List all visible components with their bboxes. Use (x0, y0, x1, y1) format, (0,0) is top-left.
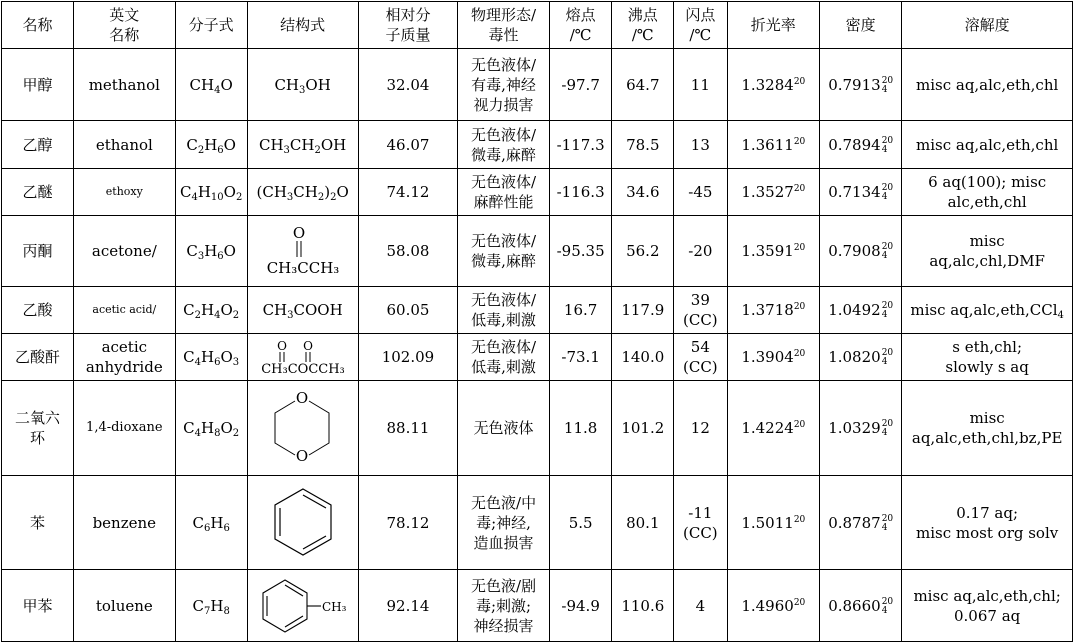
acetone-structure (257, 223, 349, 279)
ring-oxygen-label: O (295, 447, 308, 465)
boiling-point-cell: 56.2 (612, 216, 674, 287)
solubility-cell: s eth,chl; slowly s aq (902, 334, 1073, 381)
name-cell: 乙醇 (2, 121, 74, 169)
methyl-label: CH₃ (321, 599, 347, 614)
structure-cell (247, 216, 358, 287)
boiling-point-cell: 80.1 (612, 476, 674, 570)
molecular-weight-cell: 78.12 (358, 476, 458, 570)
header-flash-point: 闪点 /℃ (674, 2, 727, 49)
structure-cell (247, 476, 358, 570)
table-row (2, 49, 1073, 121)
table-row (2, 570, 1073, 642)
header-density: 密度 (820, 2, 902, 49)
physical-form-cell: 无色液体/ 麻醉性能 (458, 169, 549, 216)
density-cell: 0.7134 20 4 (820, 169, 902, 216)
toluene-structure (253, 574, 353, 638)
formula-cell: $C_4H_6O_3$ (175, 334, 247, 381)
boiling-point-cell: 117.9 (612, 287, 674, 334)
density-cell: 1.0329 20 4 (820, 381, 902, 476)
carbonyl-oxygen-label: O (302, 339, 313, 353)
structure-cell: $CH_3OH$ (247, 49, 358, 121)
name-cell: 乙醚 (2, 169, 74, 216)
density-cell: 0.7894 20 4 (820, 121, 902, 169)
ring-bond (275, 401, 295, 455)
formula-cell: $C_6H_6$ (175, 476, 247, 570)
physical-form-cell: 无色液体 (458, 381, 549, 476)
melting-point-cell: -116.3 (549, 169, 612, 216)
formula-cell: $C_4H_8O_2$ (175, 381, 247, 476)
name-cell: 二氧六 环 (2, 381, 74, 476)
benzene-ring-structure (263, 481, 343, 565)
solubility-cell: 0.17 aq; misc most org solv (902, 476, 1073, 570)
table-row (2, 169, 1073, 216)
physical-form-cell: 无色液/剧 毒;刺激; 神经损害 (458, 570, 549, 642)
table-row (2, 476, 1073, 570)
flash-point-cell: 54 (CC) (674, 334, 727, 381)
english-name-cell: acetic acid/ (73, 287, 175, 334)
english-name-cell: ethanol (73, 121, 175, 169)
table-row (2, 287, 1073, 334)
name-cell: 丙酮 (2, 216, 74, 287)
melting-point-cell: -94.9 (549, 570, 612, 642)
refractive-index-cell: 1.3284$^{20}$ (727, 49, 820, 121)
header-english-name: 英文 名称 (73, 2, 175, 49)
benzene-ring (263, 580, 307, 632)
density-cell: 1.0820 20 4 (820, 334, 902, 381)
refractive-index-cell: 1.4224$^{20}$ (727, 381, 820, 476)
header-row (2, 2, 1073, 49)
physical-form-cell: 无色液体/ 有毒,神经 视力损害 (458, 49, 549, 121)
header-molecular-weight: 相对分 子质量 (358, 2, 458, 49)
molecular-weight-cell: 60.05 (358, 287, 458, 334)
refractive-index-cell: 1.4960$^{20}$ (727, 570, 820, 642)
solubility-cell: misc aq,alc,eth,chl,bz,PE (902, 381, 1073, 476)
flash-point-cell: -45 (674, 169, 727, 216)
refractive-index-cell: 1.3527$^{20}$ (727, 169, 820, 216)
ring-oxygen-label: O (295, 389, 308, 407)
flash-point-cell: -11 (CC) (674, 476, 727, 570)
density-cell: 0.8660 20 4 (820, 570, 902, 642)
name-cell: 甲苯 (2, 570, 74, 642)
refractive-index-cell: 1.3718$^{20}$ (727, 287, 820, 334)
density-cell: 0.7908 20 4 (820, 216, 902, 287)
molecular-weight-cell: 46.07 (358, 121, 458, 169)
anhydride-chain-label: CH₃COCCH₃ (260, 362, 345, 377)
carbonyl-oxygen-label: O (292, 224, 305, 242)
physical-form-cell: 无色液体/ 微毒,麻醉 (458, 216, 549, 287)
formula-cell: $C_2H_4O_2$ (175, 287, 247, 334)
boiling-point-cell: 101.2 (612, 381, 674, 476)
dioxane-ring-structure (263, 385, 343, 471)
table-row (2, 334, 1073, 381)
english-name-cell: 1,4-dioxane (73, 381, 175, 476)
boiling-point-cell: 140.0 (612, 334, 674, 381)
english-name-cell: methanol (73, 49, 175, 121)
physical-form-cell: 无色液体/ 微毒,麻醉 (458, 121, 549, 169)
melting-point-cell: -117.3 (549, 121, 612, 169)
solubility-cell: misc aq,alc,chl,DMF (902, 216, 1073, 287)
name-cell: 乙酸 (2, 287, 74, 334)
header-refractive-index: 折光率 (727, 2, 820, 49)
name-cell: 甲醇 (2, 49, 74, 121)
header-solubility: 溶解度 (902, 2, 1073, 49)
boiling-point-cell: 64.7 (612, 49, 674, 121)
flash-point-cell: 11 (674, 49, 727, 121)
header-structure: 结构式 (247, 2, 358, 49)
solubility-cell: misc aq,alc,eth,chl (902, 49, 1073, 121)
name-cell: 乙酸酐 (2, 334, 74, 381)
header-physical-form: 物理形态/ 毒性 (458, 2, 549, 49)
molecular-weight-cell: 32.04 (358, 49, 458, 121)
molecular-weight-cell: 88.11 (358, 381, 458, 476)
melting-point-cell: 5.5 (549, 476, 612, 570)
density-cell: 1.0492 20 4 (820, 287, 902, 334)
table-row (2, 381, 1073, 476)
boiling-point-cell: 78.5 (612, 121, 674, 169)
refractive-index-cell: 1.5011$^{20}$ (727, 476, 820, 570)
boiling-point-cell: 110.6 (612, 570, 674, 642)
structure-cell (247, 334, 358, 381)
flash-point-cell: 12 (674, 381, 727, 476)
header-name: 名称 (2, 2, 74, 49)
solubility-cell: misc aq,alc,eth,chl (902, 121, 1073, 169)
refractive-index-cell: 1.3611$^{20}$ (727, 121, 820, 169)
refractive-index-cell: 1.3904$^{20}$ (727, 334, 820, 381)
ring-bond (309, 401, 329, 455)
formula-cell: $C_2H_6O$ (175, 121, 247, 169)
double-bond-line (303, 536, 326, 549)
formula-cell: $C_7H_8$ (175, 570, 247, 642)
solubility-cell: misc aq,alc,eth,CCl$_4$ (902, 287, 1073, 334)
double-bond-line (285, 616, 303, 627)
benzene-ring (275, 489, 331, 555)
acetone-chain-label: CH₃CCH₃ (266, 259, 339, 277)
structure-cell: $CH_3COOH$ (247, 287, 358, 334)
physical-form-cell: 无色液体/ 低毒,刺激 (458, 334, 549, 381)
formula-cell: $CH_4O$ (175, 49, 247, 121)
solubility-cell: misc aq,alc,eth,chl; 0.067 aq (902, 570, 1073, 642)
boiling-point-cell: 34.6 (612, 169, 674, 216)
flash-point-cell: 4 (674, 570, 727, 642)
density-cell: 0.8787 20 4 (820, 476, 902, 570)
english-name-cell: acetic anhydride (73, 334, 175, 381)
header-formula: 分子式 (175, 2, 247, 49)
structure-cell (247, 570, 358, 642)
flash-point-cell: -20 (674, 216, 727, 287)
physical-form-cell: 无色液体/ 低毒,刺激 (458, 287, 549, 334)
acetic-anhydride-structure (253, 337, 353, 377)
header-boiling-point: 沸点 /℃ (612, 2, 674, 49)
solvent-properties-table (1, 1, 1073, 642)
structure-cell (247, 381, 358, 476)
molecular-weight-cell: 58.08 (358, 216, 458, 287)
formula-cell: $C_4H_{10}O_2$ (175, 169, 247, 216)
refractive-index-cell: 1.3591$^{20}$ (727, 216, 820, 287)
flash-point-cell: 39 (CC) (674, 287, 727, 334)
solubility-cell: 6 aq(100); misc alc,eth,chl (902, 169, 1073, 216)
double-bond-line (285, 585, 303, 596)
english-name-cell: benzene (73, 476, 175, 570)
molecular-weight-cell: 92.14 (358, 570, 458, 642)
english-name-cell: acetone/ (73, 216, 175, 287)
formula-cell: $C_3H_6O$ (175, 216, 247, 287)
melting-point-cell: -73.1 (549, 334, 612, 381)
flash-point-cell: 13 (674, 121, 727, 169)
table-row (2, 121, 1073, 169)
melting-point-cell: 16.7 (549, 287, 612, 334)
table-row (2, 216, 1073, 287)
header-melting-point: 熔点 /℃ (549, 2, 612, 49)
density-cell: 0.7913 20 4 (820, 49, 902, 121)
structure-cell: $(CH_3CH_2)_2O$ (247, 169, 358, 216)
english-name-cell: ethoxy (73, 169, 175, 216)
melting-point-cell: -97.7 (549, 49, 612, 121)
molecular-weight-cell: 74.12 (358, 169, 458, 216)
structure-cell: $CH_3CH_2OH$ (247, 121, 358, 169)
name-cell: 苯 (2, 476, 74, 570)
physical-form-cell: 无色液/中 毒;神经, 造血损害 (458, 476, 549, 570)
carbonyl-oxygen-label: O (276, 339, 287, 353)
melting-point-cell: -95.35 (549, 216, 612, 287)
english-name-cell: toluene (73, 570, 175, 642)
molecular-weight-cell: 102.09 (358, 334, 458, 381)
double-bond-line (303, 495, 326, 508)
melting-point-cell: 11.8 (549, 381, 612, 476)
